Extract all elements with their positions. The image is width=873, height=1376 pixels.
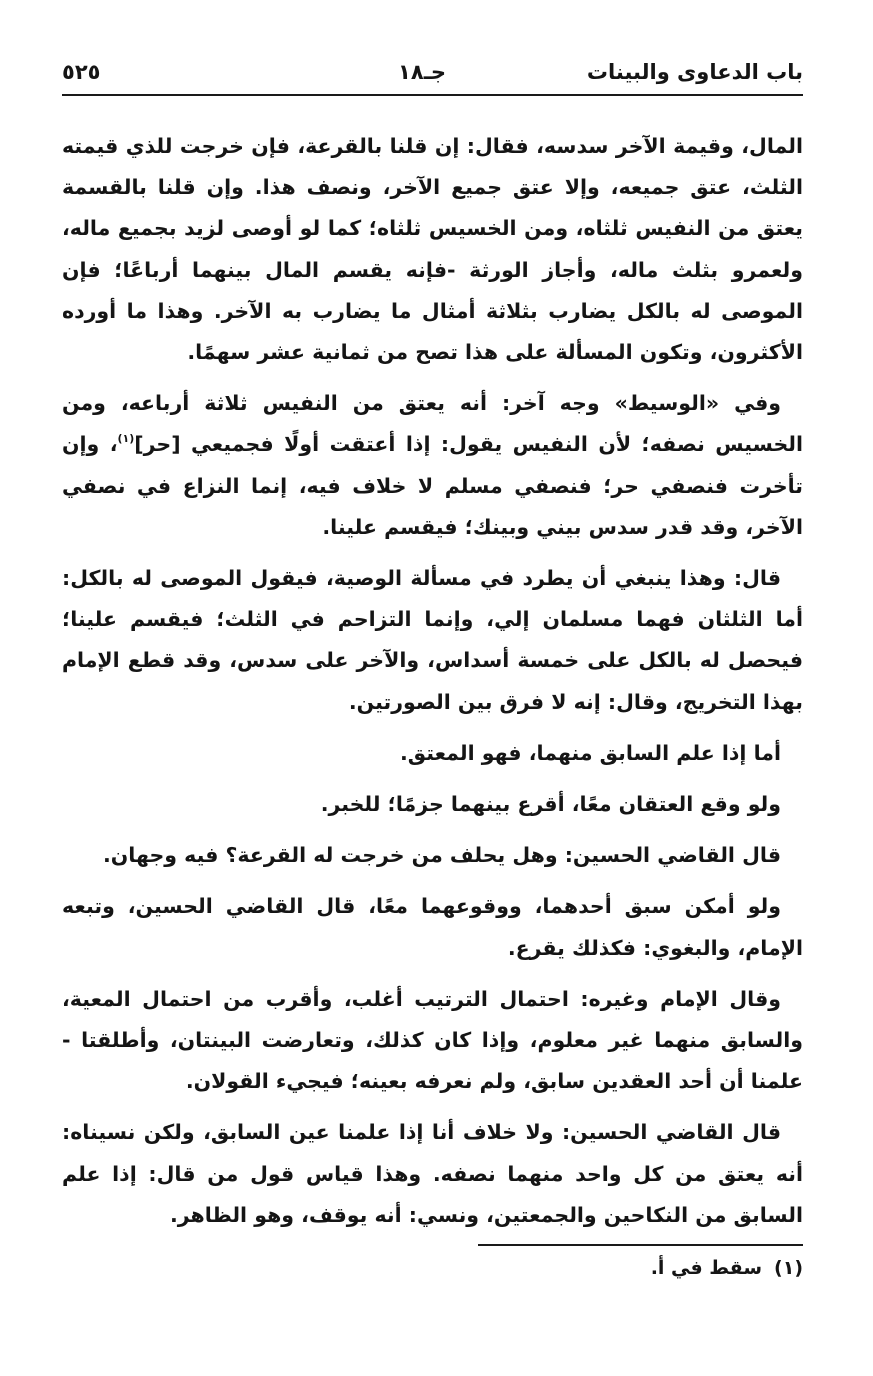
paragraph: أما إذا علم السابق منهما، فهو المعتق.	[399, 740, 781, 765]
page-number: ٥٢٥	[62, 60, 101, 84]
paragraph: ولو وقع العتقان معًا، أقرع بينهما جزمًا؛ للخبر.	[320, 792, 781, 817]
paragraph-text: وفي «الوسيط» وجه آخر: أنه يعتق من النفيس ثلاثة أرباعه، ومن الخسيس نصفه؛ لأن النفيس يقول: إذا أعتقت أولًا فجميعي [حر]	[62, 391, 803, 457]
footnote	[651, 1257, 803, 1279]
paragraph: قال القاضي الحسين: وهل يحلف من خرجت له القرعة؟ فيه وجهان.	[103, 843, 781, 868]
paragraph: المال، وقيمة الآخر سدسه، فقال: إن قلنا بالقرعة، فإن خرجت للذي قيمته الثلث، عتق جميعه، وإلا عتق جميع الآخر، ونصف هذا. وإن قلنا بالقسمة يعتق من النفيس ثلثاه، ومن الخسيس ثلثاه؛ كما لو أوصى لزيد بجميع ماله، ولعمرو بثلث ماله، وأجاز الورثة -فإنه يقسم المال بينهما أرباعًا؛ فإن الموصى له بالكل يضارب بثلاثة أمثال ما يضارب به الآخر. وهذا ما أورده الأكثرون، وتكون المسألة على هذا تصح من ثمانية عشر سهمًا.	[62, 134, 803, 365]
paragraph: ولو أمكن سبق أحدهما، ووقوعهما معًا، قال القاضي الحسين، وتبعه الإمام، والبغوي: فكذلك يقرع.	[62, 894, 803, 960]
paragraph: وقال الإمام وغيره: احتمال الترتيب أغلب، وأقرب من احتمال المعية، والسابق منهما غير معلوم، وإذا كان كذلك، وتعارضت البينتان، وأطلقتا - علمنا أن أحد العقدين سابق، ولم نعرفه بعينه؛ فيجيء القولان.	[62, 986, 803, 1094]
paragraph: قال: وهذا ينبغي أن يطرد في مسألة الوصية، فيقول الموصى له بالكل: أما الثلثان فهما مسلمان إلي، وإنما التزاحم في الثلث؛ فيقسم علينا؛ فيحصل له بالكل على خمسة أسداس، والآخر على سدس، وقد قطع الإمام بهذا التخريج، وقال: إنه لا فرق بين الصورتين.	[62, 566, 803, 714]
volume-label: جـ١٨	[398, 60, 446, 84]
footnote-text: سقط في أ.	[650, 1257, 763, 1279]
paragraph	[62, 383, 803, 548]
running-header	[62, 58, 803, 96]
footnote-divider	[478, 1244, 803, 1246]
paragraph-text: ، وإن تأخرت فنصفي حر؛ فنصفي مسلم لا خلاف فيه، إنما النزاع في نصفي الآخر، وقد قدر سدس بيني وبينك؛ فيقسم علينا.	[62, 432, 803, 539]
paragraph: قال القاضي الحسين: ولا خلاف أنا إذا علمنا عين السابق، ولكن نسيناه: أنه يعتق من كل واحد منهما نصفه. وهذا قياس قول من قال: إذا علم السابق من النكاحين والجمعتين، ونسي: أنه يوقف، وهو الظاهر.	[62, 1120, 803, 1227]
chapter-title: باب الدعاوى والبينات	[586, 60, 803, 84]
footnote-reference[interactable]: (١)	[117, 432, 135, 446]
main-text	[62, 126, 803, 1246]
footnote-number: (١)	[774, 1257, 803, 1279]
